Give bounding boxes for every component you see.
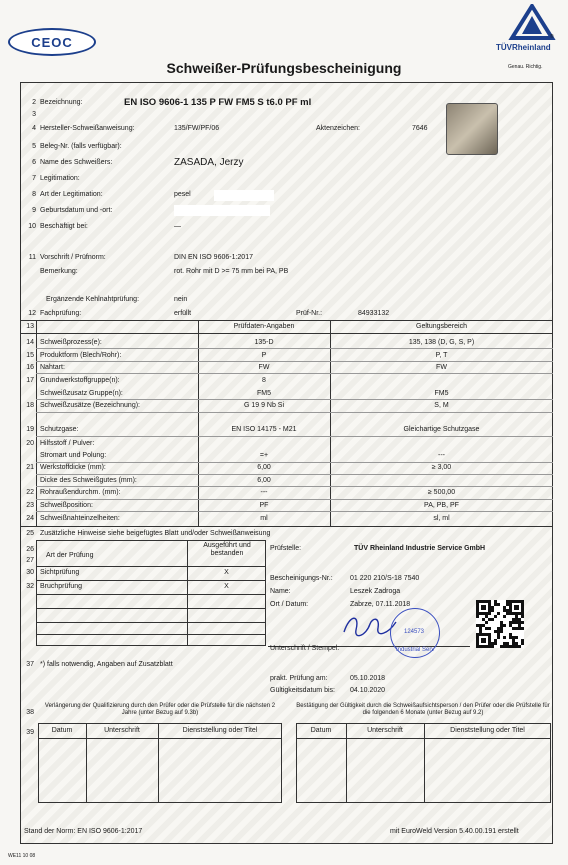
- row-number: 17: [26, 377, 34, 384]
- examiner-name: Leszek Zadroga: [350, 588, 401, 595]
- table-row-range: ≥ 500,00: [427, 489, 456, 496]
- table-row-divider: [36, 486, 553, 487]
- tuv-wordmark: TÜVRheinland: [496, 43, 551, 52]
- hologram-seal: [446, 103, 498, 155]
- examiner-stamp: 124573 Industrial Serv: [390, 608, 440, 658]
- table-row-label: Schweißzusatz Gruppe(n):: [40, 390, 123, 397]
- table-row-label: Hilfsstoff / Pulver:: [40, 440, 95, 447]
- test-type-label: Sichtprüfung: [40, 569, 80, 576]
- field-label: Geburtsdatum und -ort:: [40, 207, 113, 214]
- col-header-dienst: Dienststellung oder Titel: [450, 727, 525, 734]
- table-row-range: sl, ml: [433, 515, 450, 522]
- col-header-dienst: Dienststellung oder Titel: [182, 727, 258, 734]
- table-row-label: Schweißzusätze (Bezeichnung):: [40, 402, 140, 409]
- row-number: 24: [26, 515, 34, 522]
- form-code: WE11 10 08: [8, 853, 36, 859]
- field-label: Unterschrift / Stempel:: [270, 645, 340, 652]
- field-value: —: [174, 223, 181, 230]
- field-label: prakt. Prüfung am:: [270, 675, 328, 682]
- table-row-data: ml: [260, 515, 268, 522]
- table-row-range: FW: [436, 364, 447, 371]
- table-row-label: Schutzgase:: [40, 426, 79, 433]
- table-row-divider: [36, 412, 553, 413]
- row-number: 16: [26, 364, 34, 371]
- tuv-logo: ®: [508, 4, 556, 52]
- row-number: 39: [26, 729, 34, 736]
- table-row-range: ≥ 3,00: [431, 464, 452, 471]
- field-label: Art der Legitimation:: [40, 191, 103, 198]
- table-row-divider: [36, 399, 553, 400]
- practical-test-date: 05.10.2018: [350, 675, 386, 682]
- table-row-data: G 19 9 Nb Si: [243, 402, 285, 409]
- test-passed-mark: X: [224, 583, 229, 590]
- table-row-range: P, T: [435, 352, 448, 359]
- field-label: Name des Schweißers:: [40, 159, 113, 166]
- certificate-number: 01 220 210/S-18 7540: [350, 575, 420, 582]
- test-body: TÜV Rheinland Industrie Service GmbH: [354, 545, 486, 552]
- row-number: 38: [26, 709, 34, 716]
- welder-name: ZASADA, Jerzy: [174, 157, 244, 168]
- field-label: Hersteller-Schweißanweisung:: [40, 125, 135, 132]
- extension-table: [38, 723, 282, 803]
- row-number: 12: [28, 310, 36, 317]
- table-row-data: ---: [260, 489, 268, 496]
- field-value: rot. Rohr mit D >= 75 mm bei PA, PB: [174, 268, 289, 275]
- ceoc-logo: CEOC: [8, 28, 96, 56]
- row-number: 30: [26, 569, 34, 576]
- col-header-geltungsbereich: Geltungsbereich: [416, 323, 467, 330]
- row-number: 13: [26, 323, 34, 330]
- table-row-divider: [36, 348, 553, 349]
- row-number: 10: [28, 223, 36, 230]
- field-label: Prüf-Nr.:: [296, 310, 323, 317]
- row-number: 15: [26, 352, 34, 359]
- col-header-art: Art der Prüfung: [46, 552, 94, 559]
- row-number: 4: [32, 125, 36, 132]
- row-number: 3: [32, 111, 36, 118]
- field-label: Vorschrift / Prüfnorm:: [40, 254, 106, 261]
- row-number: 22: [26, 489, 34, 496]
- redacted-block: [214, 190, 274, 201]
- place-date: Zabrze, 07.11.2018: [350, 601, 411, 608]
- row-number: 11: [28, 254, 36, 261]
- col-header-pruefdaten: Prüfdaten-Angaben: [233, 323, 295, 330]
- table-row-data: FW: [258, 364, 270, 371]
- row-number: 25: [26, 530, 34, 537]
- table-row-range: Gleichartige Schutzgase: [403, 426, 480, 433]
- col-header-datum: Datum: [310, 727, 332, 734]
- row-number: 21: [26, 464, 34, 471]
- row-number: 7: [32, 175, 36, 182]
- test-type-label: Bruchprüfung: [40, 583, 83, 590]
- field-value: erfüllt: [174, 310, 192, 317]
- row-number: 14: [26, 339, 34, 346]
- col-header-datum: Datum: [51, 727, 73, 734]
- col-header-done: Ausgeführt und bestanden: [203, 542, 251, 557]
- table-row-data: EN ISO 14175 - M21: [231, 426, 297, 433]
- table-row-data: P: [261, 352, 267, 359]
- row-number: 18: [26, 402, 34, 409]
- table-row-range: PA, PB, PF: [424, 502, 459, 509]
- field-label: Aktenzeichen:: [316, 125, 360, 132]
- table-row-range: 135, 138 (D, G, S, P): [408, 339, 475, 346]
- col-header-unterschrift: Unterschrift: [104, 727, 140, 734]
- field-label: Bezeichnung:: [40, 99, 83, 106]
- valid-until-date: 04.10.2020: [350, 687, 386, 694]
- table-row-label: Schweißposition:: [40, 502, 93, 509]
- table-row-data: 6,00: [257, 464, 271, 471]
- row-number: 32: [26, 583, 34, 590]
- field-label: Prüfstelle:: [270, 545, 302, 552]
- tuv-triangle-icon: [508, 4, 556, 40]
- row-number: 20: [26, 440, 34, 447]
- table-row-divider: [36, 361, 553, 362]
- field-value: 7646: [412, 125, 428, 132]
- row-number: 6: [32, 159, 36, 166]
- table-row-divider: [36, 462, 553, 463]
- table-row-range: S, M: [434, 402, 449, 409]
- redacted-block: [174, 205, 270, 216]
- table-row-label: Rohraußendurchm. (mm):: [40, 489, 121, 496]
- field-label: Legitimation:: [40, 175, 80, 182]
- row-number: 37: [26, 661, 34, 668]
- table-row-range: FM5: [434, 390, 449, 397]
- row-number: 23: [26, 502, 34, 509]
- table-row-range: ---: [438, 452, 445, 459]
- standard-note: Stand der Norm: EN ISO 9606-1:2017: [24, 828, 143, 835]
- table-row-data: FM5: [257, 390, 271, 397]
- confirmation-note: Bestätigung der Gültigkeit durch die Schweißaufsichtsperson / den Prüfer oder die Prüfstelle für die folgenden 6 Monate (unter Bezug auf 9.2): [296, 703, 550, 716]
- row-number: 5: [32, 143, 36, 150]
- software-note: mit EuroWeld Version 5.40.00.191 erstellt: [390, 828, 519, 835]
- extension-note: Verlängerung der Qualifizierung durch den Prüfer oder die Prüfstelle für die nächsten 2 Jahre (unter Bezug auf 9.3b): [44, 703, 276, 716]
- table-row-data: 6,00: [257, 477, 271, 484]
- table-row-label: Schweißnahteinzelheiten:: [40, 515, 120, 522]
- table-row-divider: [36, 474, 553, 475]
- table-row-divider: [36, 511, 553, 512]
- qr-code: [476, 600, 524, 648]
- row-number: 27: [26, 557, 34, 564]
- row-number: 2: [32, 99, 36, 106]
- additional-notes: Zusätzliche Hinweise siehe beigefügtes Blatt und/oder Schweißanweisung: [40, 530, 271, 537]
- row-number: 9: [32, 207, 36, 214]
- col-header-unterschrift: Unterschrift: [367, 727, 403, 734]
- field-label: Name:: [270, 588, 291, 595]
- field-value: 135/FW/PF/06: [174, 125, 220, 132]
- field-label: Ort / Datum:: [270, 601, 309, 608]
- table-row-data: 8: [262, 377, 266, 384]
- field-value: DIN EN ISO 9606-1:2017: [174, 254, 253, 261]
- page-title: Schweißer-Prüfungsbescheinigung: [166, 60, 402, 76]
- row-number: 19: [26, 426, 34, 433]
- table-row-data: 135-D: [254, 339, 274, 346]
- table-row-label: Dicke des Schweißgutes (mm):: [40, 477, 137, 484]
- table-row-label: Werkstoffdicke (mm):: [40, 464, 106, 471]
- table-row-label: Produktform (Blech/Rohr):: [40, 352, 122, 359]
- test-passed-mark: X: [224, 569, 229, 576]
- designation-value: EN ISO 9606-1 135 P FW FM5 S t6.0 PF ml: [124, 97, 312, 108]
- row-number: 26: [26, 546, 34, 553]
- field-value: 84933132: [358, 310, 390, 317]
- field-value: pesel: [174, 191, 191, 198]
- table-row-data: PF: [259, 502, 269, 509]
- field-label: Bescheinigungs-Nr.:: [270, 575, 333, 582]
- field-label: Beschäftigt bei:: [40, 223, 88, 230]
- table-row-data: =+: [259, 452, 269, 459]
- table-row-divider: [36, 499, 553, 500]
- table-row-divider: [36, 373, 553, 374]
- table-row-label: Nahtart:: [40, 364, 65, 371]
- row-number: 8: [32, 191, 36, 198]
- field-label: Bemerkung:: [40, 268, 78, 275]
- field-label: Fachprüfung:: [40, 310, 82, 317]
- field-value: nein: [174, 296, 188, 303]
- table-row-label: Grundwerkstoffgruppe(n):: [40, 377, 120, 384]
- table-row-label: Stromart und Polung:: [40, 452, 107, 459]
- table-row-label: Schweißprozess(e):: [40, 339, 102, 346]
- table-row-divider: [36, 436, 553, 437]
- field-label: Ergänzende Kehlnahtprüfung:: [46, 296, 140, 303]
- footnote: *) falls notwendig, Angaben auf Zusatzblatt: [40, 661, 173, 668]
- field-label: Gültigkeitsdatum bis:: [270, 687, 335, 694]
- tuv-tagline: Genau. Richtig.: [508, 64, 543, 70]
- field-label: Beleg-Nr. (falls verfügbar):: [40, 143, 122, 150]
